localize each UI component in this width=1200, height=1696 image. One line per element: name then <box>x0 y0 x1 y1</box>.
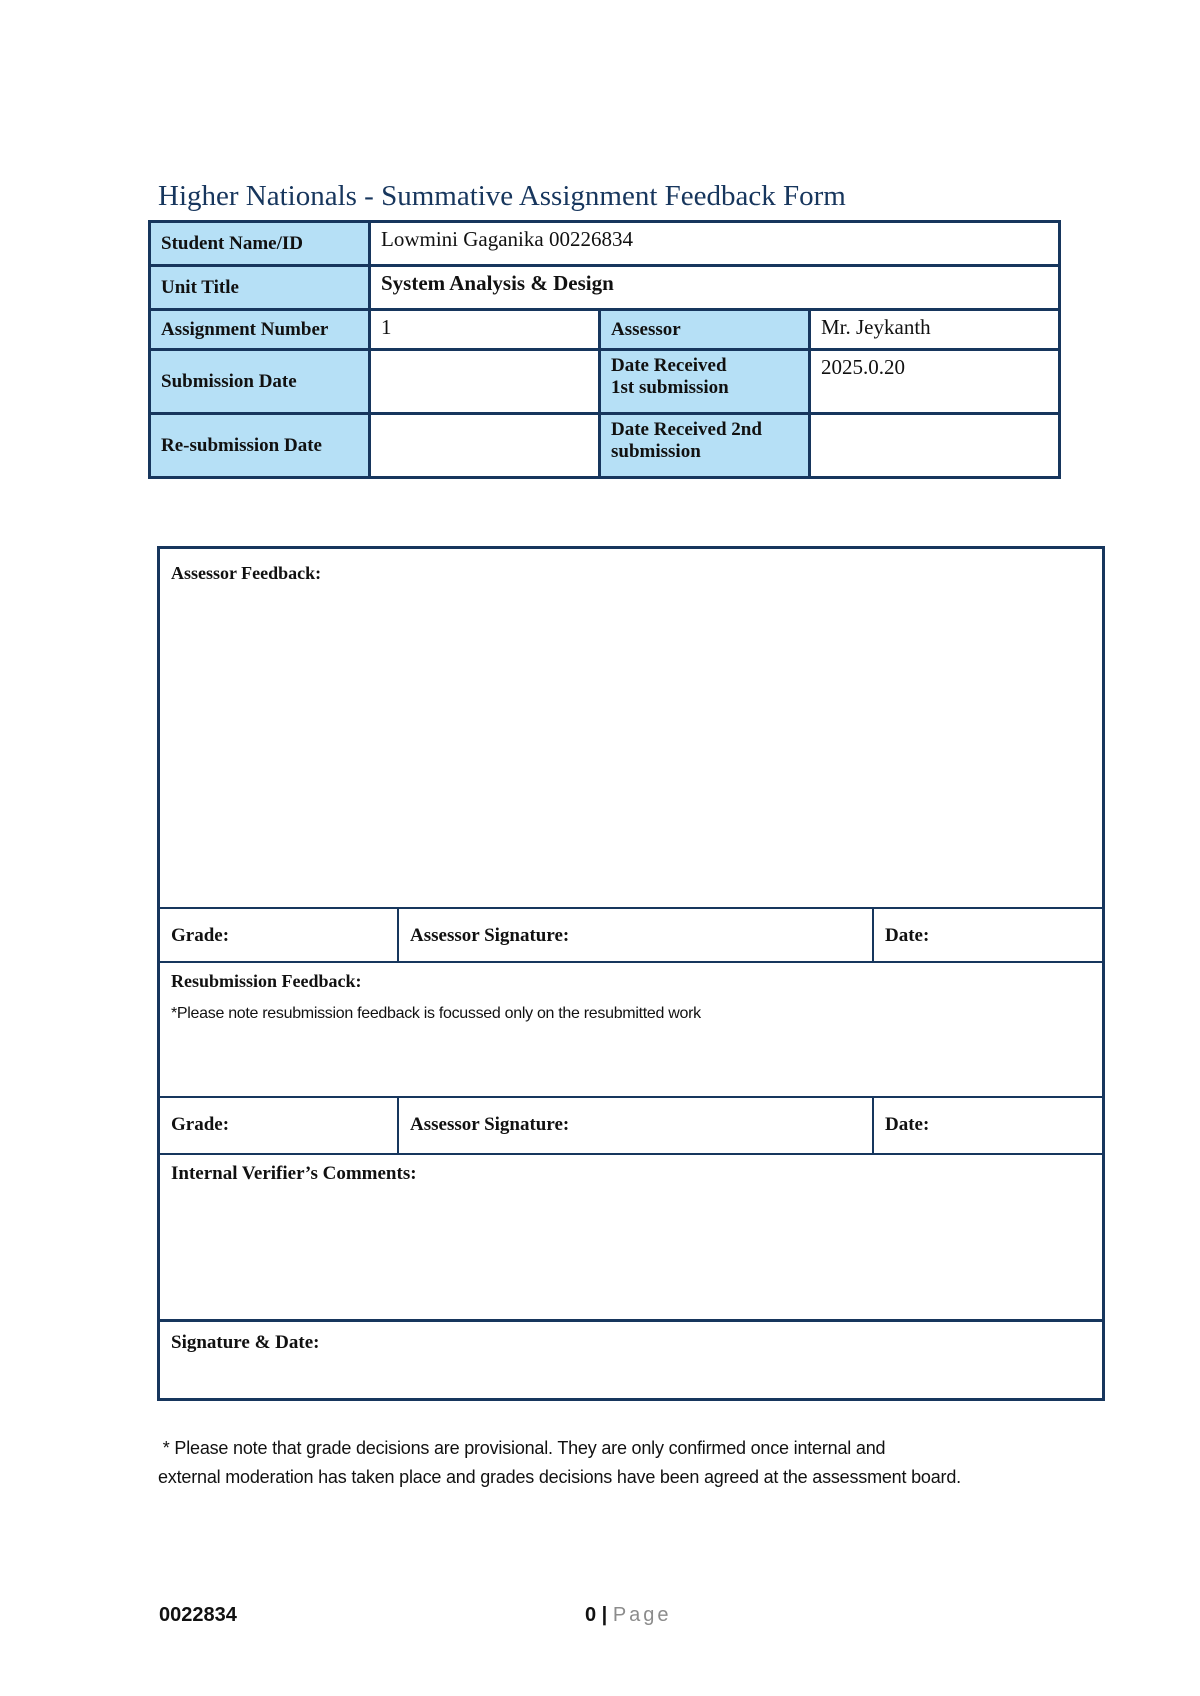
student-name-label: Student Name/ID <box>150 222 370 266</box>
grade-label-2: Grade: <box>171 1114 230 1135</box>
date-received-2-label <box>600 414 810 478</box>
date-received-1-label-line1: Date Received <box>611 355 727 376</box>
date-received-2-value <box>810 414 1060 478</box>
page-separator: | <box>596 1604 613 1626</box>
date-label-1: Date: <box>885 925 930 946</box>
resubmission-date-label: Re-submission Date <box>150 414 370 478</box>
internal-verifier-row <box>160 1153 1102 1321</box>
date-cell-2 <box>872 1098 1102 1155</box>
assessor-signature-cell-2 <box>397 1098 872 1155</box>
assessor-signature-label-1: Assessor Signature: <box>410 925 570 946</box>
footer-page-number <box>585 1604 672 1627</box>
date-received-2-label-line2: submission <box>611 441 701 462</box>
resubmission-feedback-row <box>160 961 1102 1098</box>
form-title: Higher Nationals - Summative Assignment Feedback Form <box>158 180 846 212</box>
assessor-label: Assessor <box>600 310 810 350</box>
assessor-value: Mr. Jeykanth <box>810 310 1060 350</box>
date-label-2: Date: <box>885 1114 930 1135</box>
unit-title-value: System Analysis & Design <box>370 266 1060 310</box>
page-label: Page <box>612 1604 672 1626</box>
grade-disclaimer-note <box>158 1434 1078 1492</box>
footer-student-id: 0022834 <box>159 1604 237 1626</box>
student-info-table <box>148 220 1061 479</box>
grade-row-1 <box>160 907 1102 963</box>
signature-date-label: Signature & Date: <box>171 1332 320 1353</box>
assignment-number-value: 1 <box>370 310 600 350</box>
submission-date-value <box>370 350 600 414</box>
unit-title-label: Unit Title <box>150 266 370 310</box>
date-received-1-label <box>600 350 810 414</box>
submission-date-label: Submission Date <box>150 350 370 414</box>
assessor-signature-cell-1 <box>397 909 872 963</box>
assessor-feedback-label: Assessor Feedback: <box>171 563 322 583</box>
student-name-value: Lowmini Gaganika 00226834 <box>370 222 1060 266</box>
assignment-number-label: Assignment Number <box>150 310 370 350</box>
date-received-1-value: 2025.0.20 <box>810 350 1060 414</box>
resubmission-date-value <box>370 414 600 478</box>
signature-date-row <box>160 1319 1102 1398</box>
date-received-2-label-line1: Date Received 2nd <box>611 419 762 440</box>
grade-label-1: Grade: <box>171 925 230 946</box>
page-number: 0 <box>585 1604 597 1626</box>
grade-row-2 <box>160 1096 1102 1155</box>
date-cell-1 <box>872 909 1102 963</box>
feedback-box <box>157 546 1105 1401</box>
resubmission-feedback-label: Resubmission Feedback: <box>171 971 362 991</box>
note-line-1: * Please note that grade decisions are provisional. They are only confirmed once internal and <box>158 1438 886 1458</box>
note-line-2: external moderation has taken place and grades decisions have been agreed at the assessment board. <box>158 1467 961 1487</box>
resubmission-note: *Please note resubmission feedback is focussed only on the resubmitted work <box>171 1005 701 1022</box>
assessor-signature-label-2: Assessor Signature: <box>410 1114 570 1135</box>
date-received-1-label-line2: 1st submission <box>611 377 729 398</box>
internal-verifier-label: Internal Verifier’s Comments: <box>171 1163 417 1184</box>
